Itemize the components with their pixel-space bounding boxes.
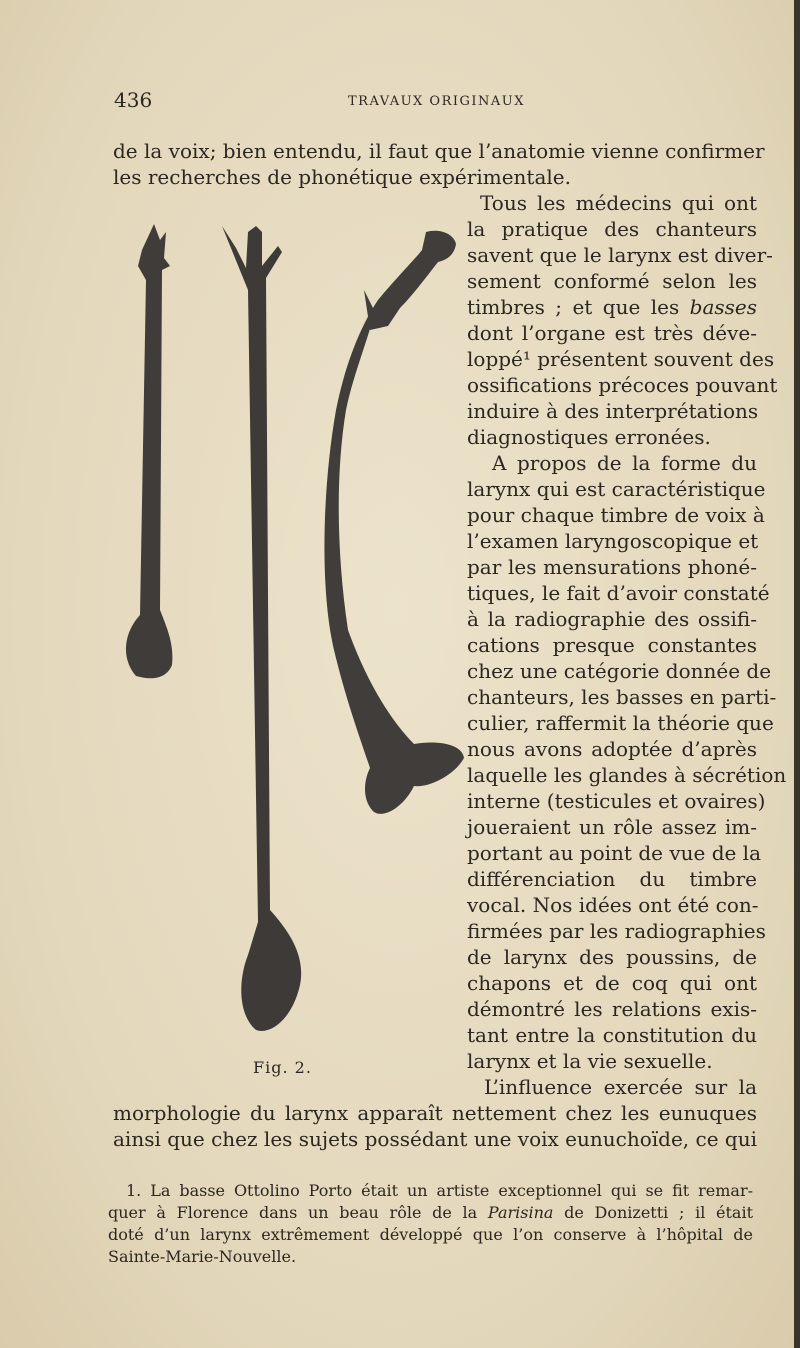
column-line-1: Tous les médecins qui ont [480,191,757,215]
column-line-27: différenciation du timbre [467,867,757,891]
column-line-20: chanteurs, les basses en parti- [467,685,777,709]
column-line-7: loppé¹ présentent souvent des [467,347,775,371]
column-line-3: savent que le larynx est diver- [467,243,773,267]
column-line-19: chez une catégorie donnée de [467,659,772,683]
column-line-2: la pratique des chanteurs [467,217,757,241]
column-line-22: nous avons adoptée d’après [467,737,757,761]
column-line-4: sement conformé selon les [467,269,757,293]
column-line-30: de larynx des poussins, de [467,945,757,969]
column-line-35: L’influence exercée sur la [484,1075,757,1099]
intro-line-2: les recherches de phonétique expérimentale. [113,165,571,189]
column-line-8: ossifications précoces pouvant [467,373,778,397]
column-line-21: culier, raffermit la théorie que [467,711,774,735]
column-line-24: interne (testicules et ovaires) [467,789,766,813]
column-line-13: pour chaque timbre de voix à [467,503,765,527]
intro-line-1: de la voix; bien entendu, il faut que l’anatomie vienne confirmer [113,139,765,163]
column-line-34: larynx et la vie sexuelle. [467,1049,713,1073]
figure-caption: Fig. 2. [253,1058,312,1077]
footnote-line-4: Sainte-Marie-Nouvelle. [108,1247,297,1266]
footnote-line-2: quer à Florence dans un beau rôle de la Parisina de Donizetti ; il était [108,1203,753,1222]
column-line-5: timbres ; et que les basses [467,295,757,319]
column-line-23: laquelle les glandes à sécrétion [467,763,787,787]
column-line-28: vocal. Nos idées ont été con- [467,893,759,917]
larynx-radiograph-figure [110,210,470,1040]
closing-line-2: ainsi que chez les sujets possédant une voix eunuchoïde, ce qui [113,1127,757,1151]
column-line-26: portant au point de vue de la [467,841,762,865]
column-line-29: firmées par les radiographies [467,919,766,943]
column-line-25: joueraient un rôle assez im- [467,815,757,839]
column-line-33: tant entre la constitution du [467,1023,757,1047]
column-line-14: l’examen laryngoscopique et [467,529,759,553]
column-line-31: chapons et de coq qui ont [467,971,757,995]
column-line-10: diagnostiques erronées. [467,425,711,449]
column-line-32: démontré les relations exis- [467,997,757,1021]
closing-line-1: morphologie du larynx apparaît nettement chez les eunuques [113,1101,757,1125]
footnote-line-3: doté d’un larynx extrêmement développé que l’on conserve à l’hôpital de [108,1225,753,1244]
column-line-15: par les mensurations phoné- [467,555,757,579]
running-head: TRAVAUX ORIGINAUX [348,94,526,109]
column-line-11: A propos de la forme du [492,451,757,475]
footnote-line-1: 1. La basse Ottolino Porto était un artiste exceptionnel qui se fit remar- [126,1181,753,1200]
page-number: 436 [114,88,153,112]
column-line-12: larynx qui est caractéristique [467,477,766,501]
page-header [0,86,800,116]
column-line-18: cations presque constantes [467,633,757,657]
column-line-17: à la radiographie des ossifi- [467,607,757,631]
column-line-9: induire à des interprétations [467,399,759,423]
column-line-16: tiques, le fait d’avoir constaté [467,581,770,605]
column-line-6: dont l’organe est très déve- [467,321,757,345]
